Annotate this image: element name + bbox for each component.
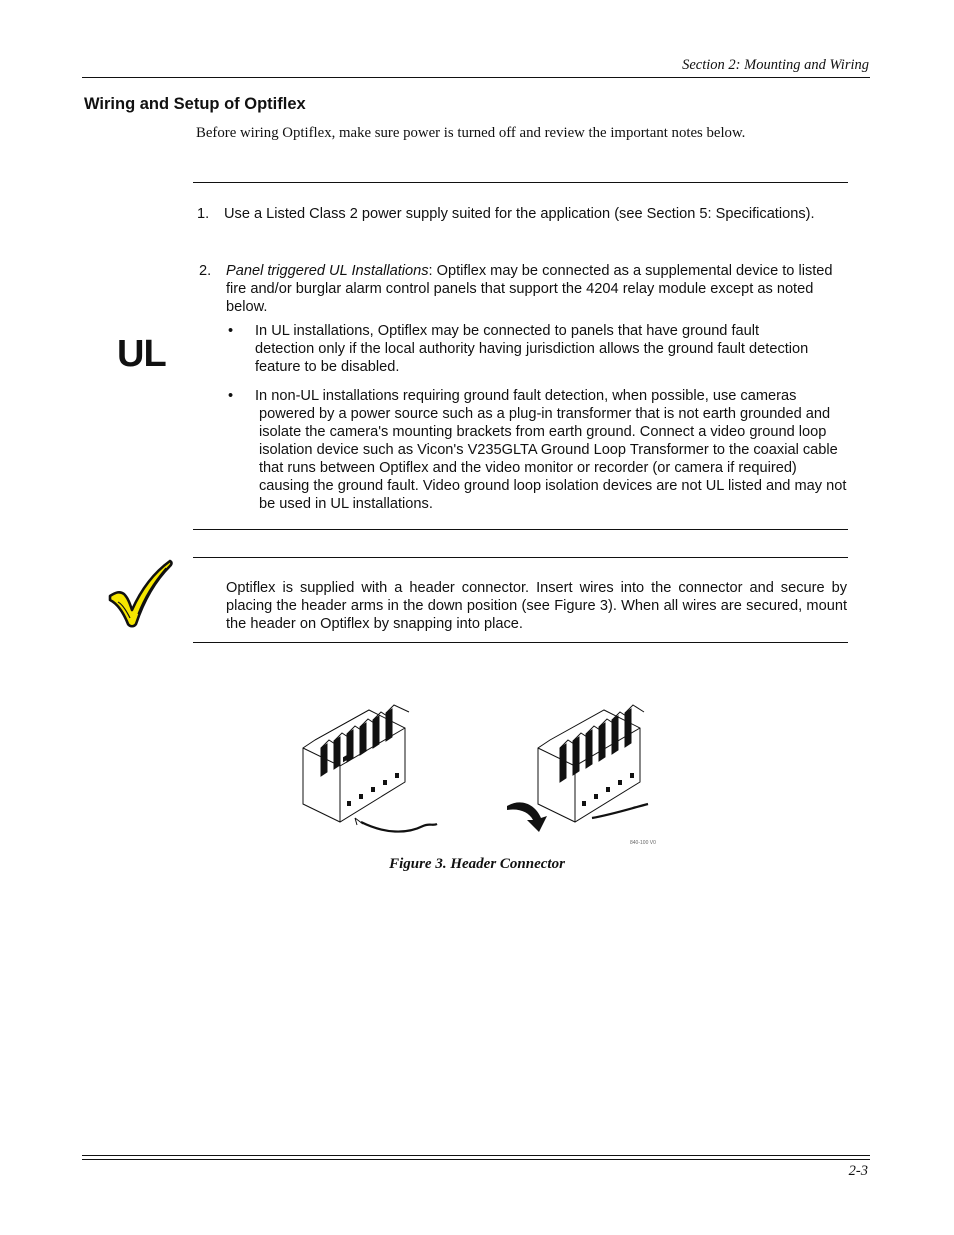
bullet-icon: • bbox=[228, 323, 234, 339]
note-box-top-rule bbox=[193, 557, 848, 558]
bullet-text: In UL installations, Optiflex may be connected to panels that have ground fault detection only if the local authority having jurisdiction allows the ground fault detection feature to be disabled. bbox=[255, 323, 809, 375]
item-lead: Panel triggered UL Installations bbox=[226, 263, 429, 279]
item-text bbox=[226, 262, 841, 316]
bullet-icon: • bbox=[228, 388, 234, 404]
connector-arms-down bbox=[538, 705, 648, 822]
checkmark-icon bbox=[108, 558, 174, 628]
running-header: Section 2: Mounting and Wiring bbox=[682, 57, 869, 73]
ul-box-bottom-rule bbox=[193, 529, 848, 530]
item-body: : Optiflex may be connected as a supplemental device to listed fire and/or burglar alarm control panels that support the 4204 relay module except as noted below. bbox=[226, 263, 833, 315]
arrow-icon bbox=[507, 802, 547, 832]
item-number: 2. bbox=[199, 263, 212, 279]
bullet-text-continuation: powered by a power source such as a plug-in transformer that is not earth grounded and isolate the camera's mounting brackets from earth ground. Connect a video ground loop isolation device such as Vicon's V235GLTA Ground Loop Transformer to the coaxial cable that runs between Optiflex and the video monitor or recorder (or camera if required) causing the ground fault. Video ground loop isolation devices are not UL listed and may not be used in UL installations. bbox=[259, 406, 847, 512]
figure-caption: Figure 3. Header Connector bbox=[389, 856, 565, 872]
connector-arms-up bbox=[303, 705, 437, 832]
header-rule bbox=[82, 77, 870, 78]
page-number: 2-3 bbox=[848, 1163, 868, 1179]
ul-box-top-rule bbox=[193, 182, 848, 183]
item-number: 1. bbox=[197, 206, 210, 222]
footer-rule bbox=[82, 1155, 870, 1156]
item-text: Use a Listed Class 2 power supply suited for the application (see Section 5: Specifications). bbox=[224, 206, 815, 222]
note-box-bottom-rule bbox=[193, 642, 848, 643]
section-title: Wiring and Setup of Optiflex bbox=[84, 95, 306, 113]
footer-rule bbox=[82, 1159, 870, 1160]
bullet-text-first-line: In non-UL installations requiring ground fault detection, when possible, use cameras bbox=[255, 388, 797, 404]
intro-text: Before wiring Optiflex, make sure power is turned off and review the important notes below. bbox=[196, 125, 746, 141]
figure-code: 840-100 V0 bbox=[630, 840, 656, 846]
header-connector-figure bbox=[295, 700, 655, 850]
note-text: Optiflex is supplied with a header connector. Insert wires into the connector and secure by placing the header arms in the down position (see Figure 3). When all wires are secured, mount the header on Optiflex by snapping into place. bbox=[226, 580, 847, 632]
ul-mark: UL bbox=[117, 333, 166, 375]
